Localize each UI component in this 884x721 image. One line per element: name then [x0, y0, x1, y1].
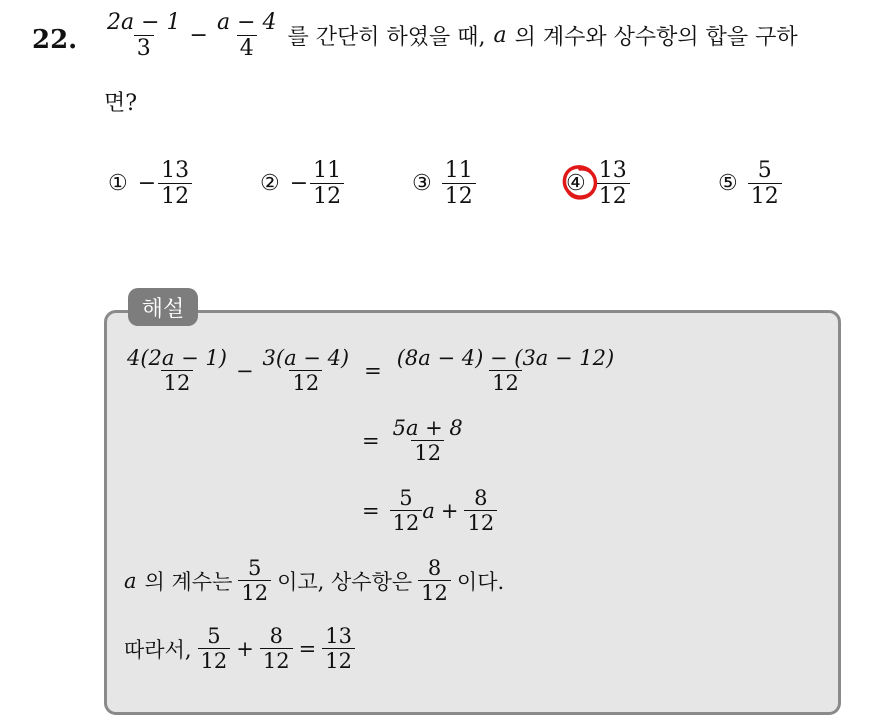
choice-1[interactable] [108, 158, 192, 210]
solution-fraction: $\frac{5}{12}$ [390, 486, 423, 535]
choice-marker: ② [260, 171, 280, 197]
choice-marker: ③ [412, 171, 432, 197]
choice-fraction: $\frac{13}{12}$ [596, 158, 630, 210]
question-text: $\frac{2a - 1}{3}$ − $\frac{a - 4}{4}$ 를 간단히 하였을 때, a 의 계수와 상수항의 합을 구하 [104, 10, 798, 62]
answer-choices [108, 158, 808, 228]
question-text-part2: 의 계수와 상수항의 합을 구하 [514, 25, 798, 51]
choice-fraction: $\frac{11}{12}$ [310, 158, 344, 210]
solution-fraction: $\frac{8}{12}$ [464, 486, 497, 535]
solution-fraction: $\frac{5}{12}$ [198, 624, 231, 673]
question-number: 22. [32, 25, 78, 55]
choice-4[interactable] [566, 158, 630, 210]
choice-2[interactable] [260, 158, 344, 210]
choice-3[interactable] [412, 158, 476, 210]
solution-fraction: $\frac{3(a - 4)}{12}$ [262, 346, 350, 396]
choice-marker: ④ [566, 171, 586, 197]
choice-fraction: $\frac{13}{12}$ [158, 158, 192, 210]
solution-fraction: $\frac{8}{12}$ [418, 556, 451, 605]
solution-fraction: $\frac{8}{12}$ [260, 624, 293, 673]
solution-fraction: $\frac{13}{12}$ [322, 624, 355, 673]
choice-fraction: $\frac{11}{12}$ [442, 158, 476, 210]
solution-label: 해설 [128, 288, 198, 326]
solution-fraction: $\frac{5a + 8}{12}$ [392, 416, 463, 466]
solution-line-4: a 의 계수는 $\frac{5}{12}$ 이고, 상수항은 $\frac{8}{12}$ 이다. [124, 556, 505, 606]
solution-fraction: $\frac{4(2a - 1)}{12}$ [127, 346, 227, 396]
choice-marker: ⑤ [718, 171, 738, 197]
choice-fraction: $\frac{5}{12}$ [748, 158, 782, 210]
choice-5[interactable] [718, 158, 782, 210]
solution-line-5: 따라서, $\frac{5}{12}$ + $\frac{8}{12}$ = $\frac{13}{12}$ [124, 624, 355, 673]
question-text-part1: 를 간단히 하였을 때, [287, 25, 486, 51]
choice-marker: ① [108, 171, 128, 197]
choice-sign: − [289, 171, 309, 197]
solution-line-1: $\frac{4(2a - 1)}{12}$ − $\frac{3(a - 4)}{12}$ = $\frac{(8a - 4) - (3a - 12)}{12}$ [124, 346, 617, 395]
solution-line-3: = $\frac{5}{12}$ a + $\frac{8}{12}$ [362, 486, 497, 535]
solution-line-2: = $\frac{5a + 8}{12}$ [362, 416, 466, 465]
fraction-a-4-over-4: $\frac{a - 4}{4}$ [216, 10, 277, 62]
question-text-line2: 면? [104, 91, 138, 116]
variable-a: a [493, 23, 507, 49]
choice-sign: − [137, 171, 157, 197]
solution-fraction: $\frac{5}{12}$ [238, 556, 271, 605]
solution-fraction: $\frac{(8a - 4) - (3a - 12)}{12}$ [396, 346, 615, 396]
fraction-2a-1-over-3: $\frac{2a - 1}{3}$ [107, 10, 181, 62]
